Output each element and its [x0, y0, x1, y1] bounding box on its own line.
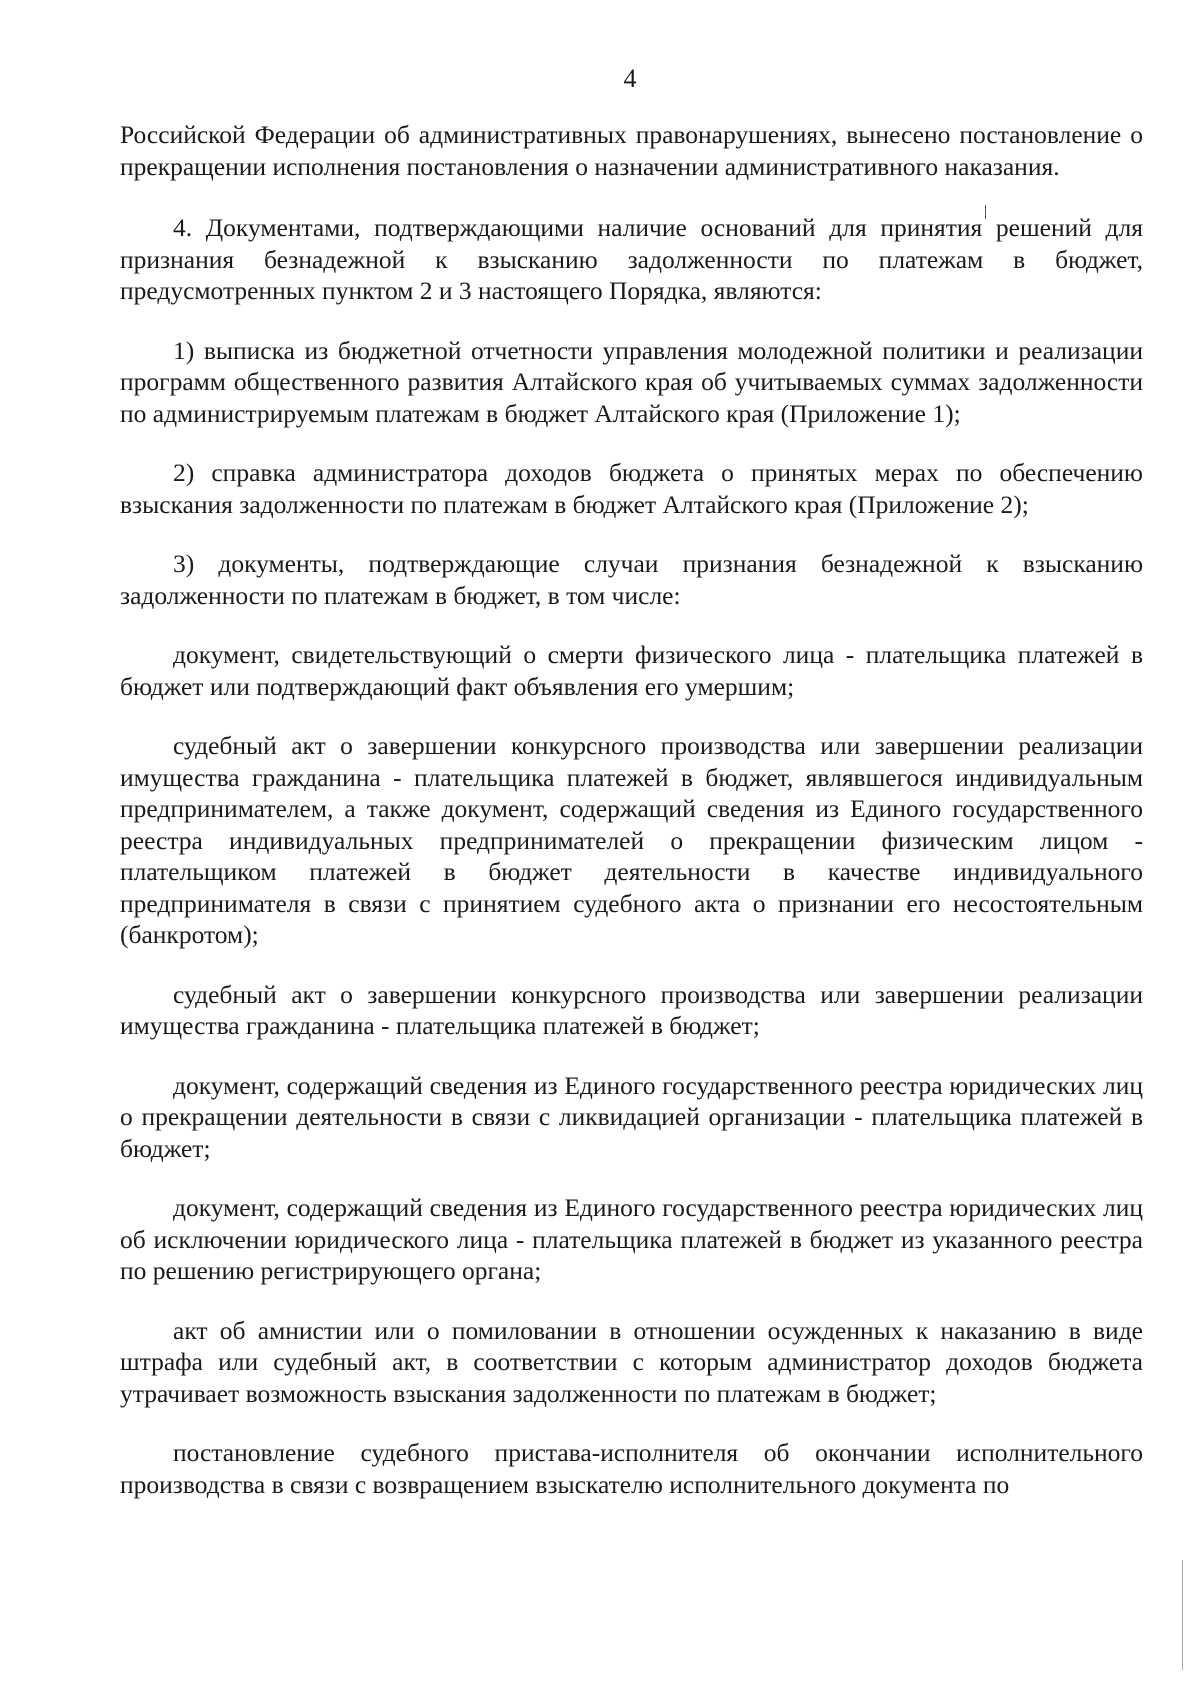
scan-edge-line — [1182, 1560, 1183, 1670]
paragraph-subitem-1: 1) выписка из бюджетной отчетности управления молодежной политики и реализации программ общественного развития Алтайского края об учитываемых суммах задолженности по администрируемым платежам в бюджет Алтайского края (Приложение 1); — [120, 335, 1143, 428]
paragraph-amnesty: акт об амнистии или о помиловании в отношении осужденных к наказанию в виде штрафа или судебный акт, в соответствии с которым администратор доходов бюджета утрачивает возможность взыскания задолженности по платежам в бюджет; — [120, 1315, 1143, 1408]
paragraph-subitem-3: 3) документы, подтверждающие случаи признания безнадежной к взысканию задолженности по платежам в бюджет, в том числе: — [120, 549, 1143, 610]
paragraph-liquidation: документ, содержащий сведения из Единого государственного реестра юридических лиц о прекращении деятельности в связи с ликвидацией организации - плательщика платежей в бюджет; — [120, 1070, 1143, 1163]
paragraph-item-4: 4. Документами, подтверждающими наличие оснований для принятия решений для признания безнадежной к взысканию задолженности по платежам в бюджет, предусмотренных пунктом 2 и 3 настоящего Порядка, являются: — [120, 213, 1143, 305]
paragraph-bankruptcy-citizen: судебный акт о завершении конкурсного производства или завершении реализации имущества гражданина - плательщика платежей в бюджет; — [120, 979, 1143, 1040]
paragraph-bailiff: постановление судебного пристава-исполнителя об окончании исполнительного производства в связи с возвращением взыскателю исполнительного документа по — [120, 1438, 1143, 1499]
paragraph-subitem-2: 2) справка администратора доходов бюджета о принятых мерах по обеспечению взыскания задолженности по платежам в бюджет Алтайского края (Приложение 2); — [120, 458, 1143, 519]
paragraph-continuation: Российской Федерации об административных правонарушениях, вынесено постановление о прекращении исполнения постановления о назначении административного наказания. — [120, 120, 1143, 181]
paragraph-death-document: документ, свидетельствующий о смерти физического лица - плательщика платежей в бюджет или подтверждающий факт объявления его умершим; — [120, 640, 1143, 701]
page-number: 4 — [623, 64, 637, 93]
paragraph-bankruptcy-ip: судебный акт о завершении конкурсного производства или завершении реализации имущества гражданина - плательщика платежей в бюджет, являвшегося индивидуальным предпринимателем, а также документ, содержащий сведения из Единого государственного реестра индивидуальных предпринимателей о прекращении физическим лицом - плательщиком платежей в бюджет деятельности в качестве индивидуального предпринимателя в связи с принятием судебного акта о признании его несостоятельным (банкротом); — [120, 731, 1143, 949]
paragraph-exclusion: документ, содержащий сведения из Единого государственного реестра юридических лиц об исключении юридического лица - плательщика платежей в бюджет из указанного реестра по решению регистрирующего органа; — [120, 1193, 1143, 1285]
document-body — [120, 119, 1143, 1528]
